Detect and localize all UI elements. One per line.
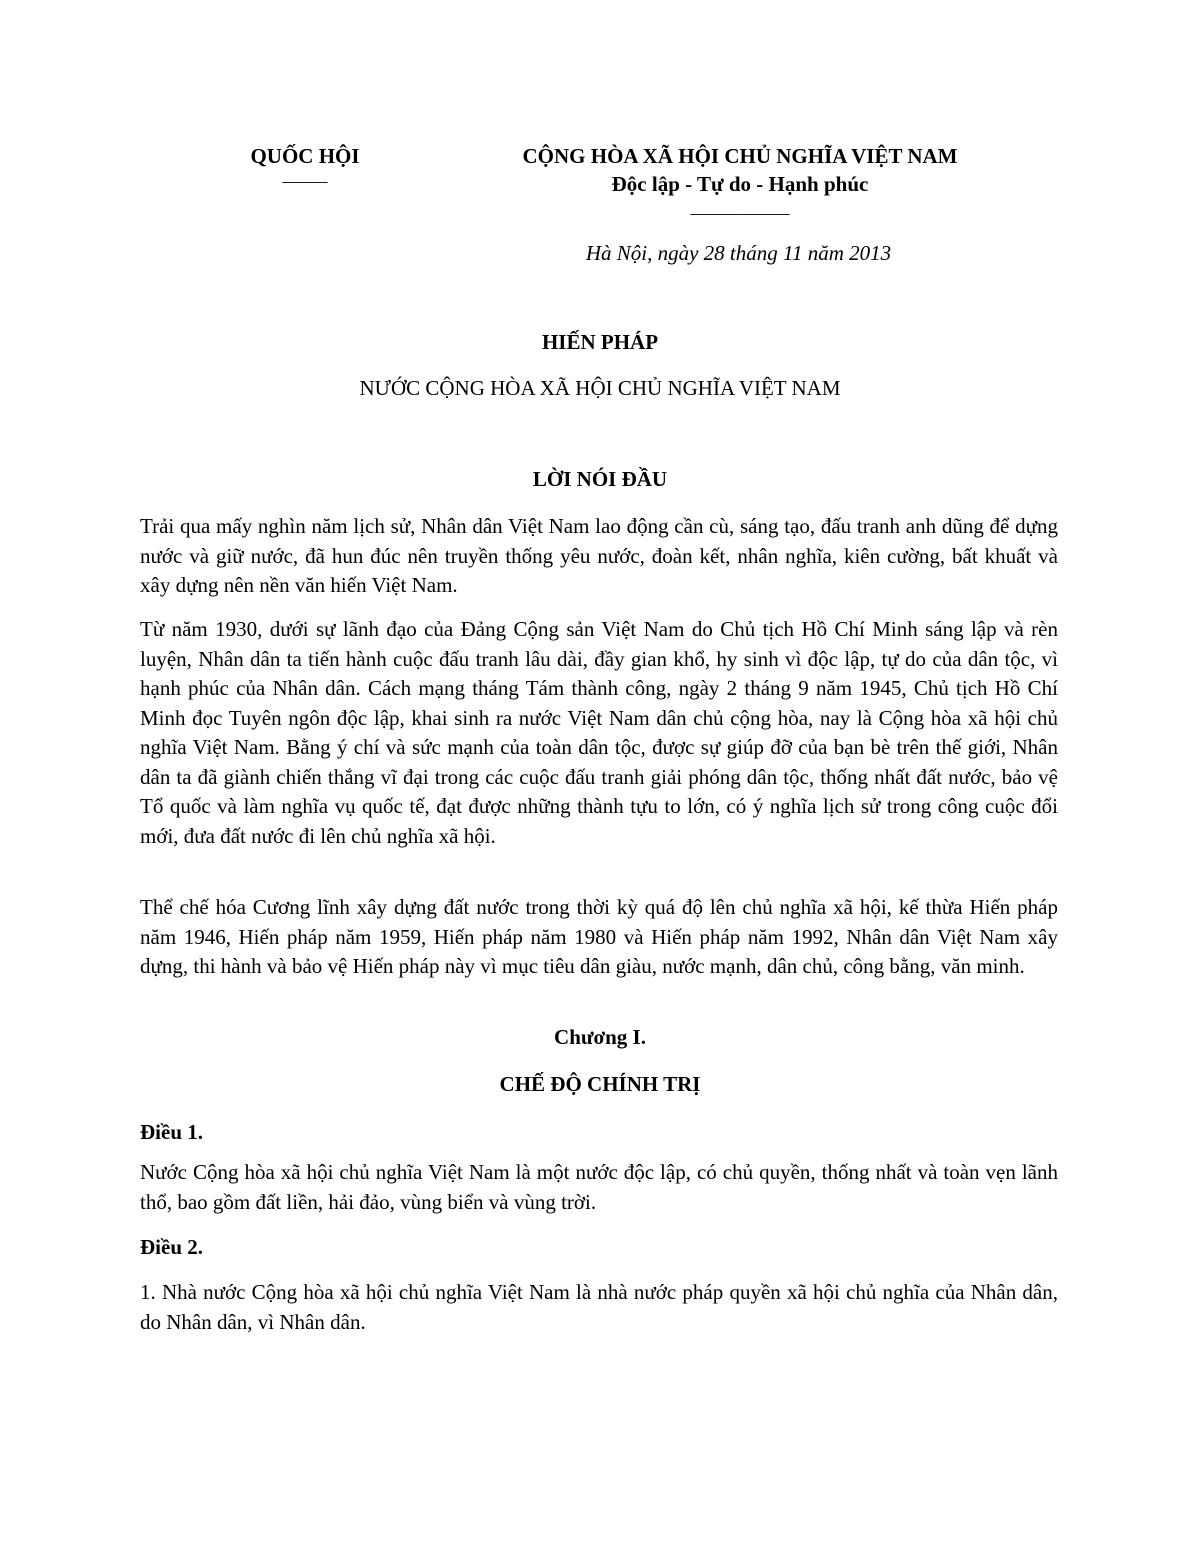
preamble-paragraph	[140, 615, 1058, 851]
article-text	[140, 1158, 1058, 1217]
document-subtitle: NƯỚC CỘNG HÒA XÃ HỘI CHỦ NGHĨA VIỆT NAM	[359, 376, 841, 400]
document-date: Hà Nội, ngày 28 tháng 11 năm 2013	[585, 241, 892, 265]
issuing-authority-rule: –––––	[282, 171, 328, 191]
national-motto-rule: –––––––––––	[690, 203, 790, 223]
paragraph-text: Thể chế hóa Cương lĩnh xây dựng đất nước trong thời kỳ quá độ lên chủ nghĩa xã hội, kế thừa Hiến pháp năm 1946, Hiến pháp năm 1959, Hiến pháp năm 1980 và Hiến pháp năm 1992, Nhân dân Việt Nam xây dựng, thi hành và bảo vệ Hiến pháp này vì mục tiêu dân giàu, nước mạnh, dân chủ, công bằng, văn minh.	[140, 895, 1058, 978]
article-text	[140, 1278, 1058, 1337]
preamble-heading: LỜI NÓI ĐẦU	[532, 467, 668, 491]
chapter-title: CHẾ ĐỘ CHÍNH TRỊ	[499, 1072, 701, 1096]
issuing-authority-block	[200, 142, 410, 192]
issuing-authority: QUỐC HỘI	[250, 144, 360, 168]
paragraph-text: 1. Nhà nước Cộng hòa xã hội chủ nghĩa Việt Nam là nhà nước pháp quyền xã hội chủ nghĩa của Nhân dân, do Nhân dân, vì Nhân dân.	[140, 1280, 1058, 1334]
paragraph-text: Trải qua mấy nghìn năm lịch sử, Nhân dân Việt Nam lao động cần cù, sáng tạo, đấu tranh anh dũng để dựng nước và giữ nước, đã hun đúc nên truyền thống yêu nước, đoàn kết, nhân nghĩa, kiên cường, bất khuất và xây dựng nên nền văn hiến Việt Nam.	[140, 514, 1058, 597]
preamble-paragraph	[140, 893, 1058, 982]
preamble-paragraph	[140, 512, 1058, 601]
paragraph-text: Nước Cộng hòa xã hội chủ nghĩa Việt Nam là một nước độc lập, có chủ quyền, thống nhất và toàn vẹn lãnh thổ, bao gồm đất liền, hải đảo, vùng biển và vùng trời.	[140, 1160, 1058, 1214]
article-heading: Điều 2.	[140, 1235, 203, 1259]
national-motto: Độc lập - Tự do - Hạnh phúc	[611, 172, 869, 196]
chapter-number: Chương I.	[554, 1025, 646, 1049]
national-title-block	[470, 142, 1010, 228]
article-heading: Điều 1.	[140, 1120, 203, 1144]
paragraph-text: Từ năm 1930, dưới sự lãnh đạo của Đảng Cộng sản Việt Nam do Chủ tịch Hồ Chí Minh sáng lập và rèn luyện, Nhân dân ta tiến hành cuộc đấu tranh lâu dài, đầy gian khổ, hy sinh vì độc lập, tự do của dân tộc, vì hạnh phúc của Nhân dân. Cách mạng tháng Tám thành công, ngày 2 tháng 9 năm 1945, Chủ tịch Hồ Chí Minh đọc Tuyên ngôn độc lập, khai sinh ra nước Việt Nam dân chủ cộng hòa, nay là Cộng hòa xã hội chủ nghĩa Việt Nam. Bằng ý chí và sức mạnh của toàn dân tộc, được sự giúp đỡ của bạn bè trên thế giới, Nhân dân ta đã giành chiến thắng vĩ đại trong các cuộc đấu tranh giải phóng dân tộc, thống nhất đất nước, bảo vệ Tổ quốc và làm nghĩa vụ quốc tế, đạt được những thành tựu to lớn, có ý nghĩa lịch sử trong công cuộc đổi mới, đưa đất nước đi lên chủ nghĩa xã hội.	[140, 617, 1058, 848]
document-title: HIẾN PHÁP	[541, 330, 659, 354]
national-title: CỘNG HÒA XÃ HỘI CHỦ NGHĨA VIỆT NAM	[522, 144, 958, 168]
